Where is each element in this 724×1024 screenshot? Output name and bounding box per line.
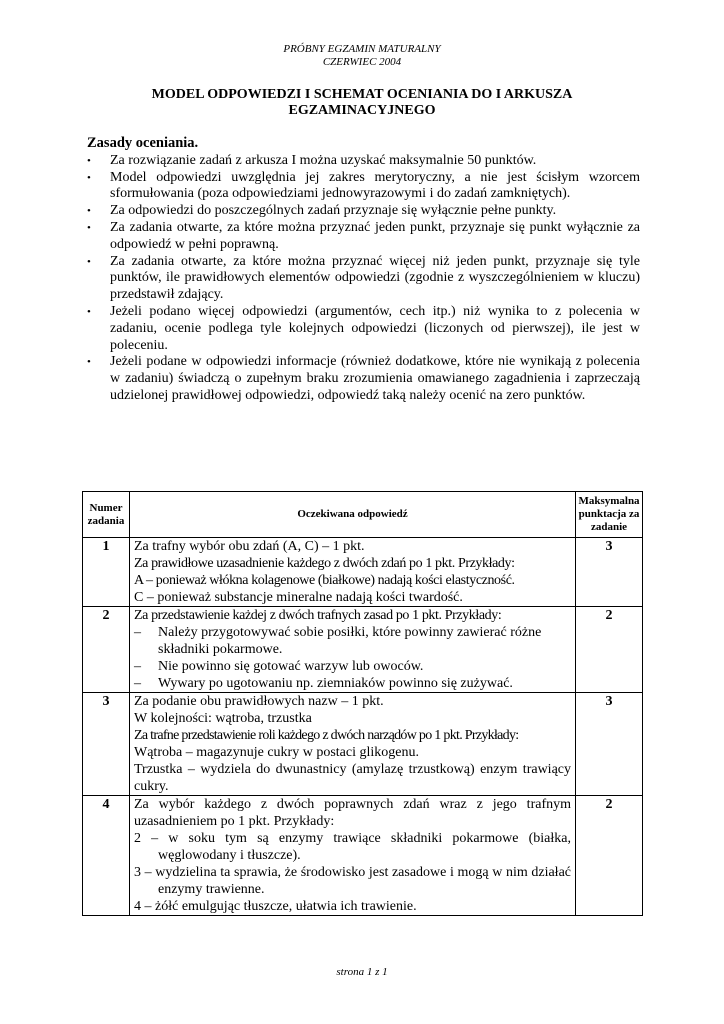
task-number: 3	[83, 693, 130, 796]
answer-example: 2 – w soku tym są enzymy trawiące składniki pokarmowe (białka, węglowodany i tłuszcze).	[134, 831, 571, 863]
grading-rules-list	[87, 153, 640, 405]
task-number: 1	[83, 538, 130, 607]
header-max-points-line2: punktacja za	[578, 508, 640, 520]
task-number: 4	[83, 796, 130, 916]
task-number: 2	[83, 607, 130, 693]
answer-line: Za trafny wybór obu zdań (A, C) – 1 pkt.	[134, 539, 365, 554]
expected-answer	[130, 693, 576, 796]
rule-text: Za rozwiązanie zadań z arkusza I można uzyskać maksymalnie 50 punktów.	[110, 152, 537, 168]
answer-line: W kolejności: wątroba, trzustka	[134, 711, 312, 726]
answer-line: Za trafne przedstawienie roli każdego z dwóch narządów po 1 pkt. Przykłady:	[134, 728, 519, 743]
rule-text: Jeżeli podano więcej odpowiedzi (argumentów, cech itp.) niż wynika to z polecenia w zadaniu, ocenie podlega tyle kolejnych odpowiedzi (liczonych od pierwszej), ile jest w poleceniu.	[110, 303, 640, 353]
table-row	[83, 538, 643, 607]
answer-dash-text: Nie powinno się gotować warzyw lub owoców.	[158, 659, 424, 674]
expected-answer	[130, 607, 576, 693]
answer-line: Wątroba – magazynuje cukry w postaci glikogenu.	[134, 745, 419, 760]
table-row	[83, 607, 643, 693]
rule-item	[87, 203, 640, 220]
answer-dash-item	[134, 675, 571, 692]
expected-answer	[130, 538, 576, 607]
max-points: 3	[576, 538, 643, 607]
rule-text: Jeżeli podane w odpowiedzi informacje (również dodatkowe, które nie wynikają z polecenia w zadaniu) świadczą o zupełnym braku zrozumienia omawianego zagadnienia i zaprzeczają udzielonej prawidłowej odpowiedzi, odpowiedź taką należy ocenić na zero punktów.	[110, 354, 640, 403]
header-max-points-line3: zadanie	[590, 521, 628, 533]
answer-key-table	[82, 491, 643, 916]
table-header-row	[83, 492, 643, 538]
header-task-number	[83, 492, 130, 538]
bullet-icon: •	[87, 255, 91, 268]
rule-item	[87, 254, 640, 304]
rule-text: Za zadania otwarte, za które można przyznać więcej niż jeden punkt, przyznaje się tyle punktów, ile prawidłowych elementów odpowiedzi (zgodnie z wyszczególnieniem w kluczu) przedstawił zdający.	[110, 253, 640, 303]
grading-rules-heading: Zasady oceniania.	[87, 135, 199, 151]
exam-header-line2: CZERWIEC 2004	[322, 56, 402, 68]
dash-icon: –	[134, 625, 141, 640]
answer-example: 3 – wydzielina ta sprawia, że środowisko jest zasadowe i mogą w nim działać enzymy trawienne.	[134, 865, 571, 897]
answer-line: A – ponieważ włókna kolagenowe (białkowe) nadają kości elastyczność.	[134, 573, 515, 588]
table-row	[83, 693, 643, 796]
answer-line: Za przedstawienie każdej z dwóch trafnych zasad po 1 pkt. Przykłady:	[134, 608, 502, 623]
answer-line: Za wybór każdego z dwóch poprawnych zdań wraz z jego trafnym uzasadnieniem po 1 pkt. Przykłady:	[134, 797, 571, 829]
rule-item	[87, 354, 640, 404]
answer-dash-item	[134, 658, 571, 675]
max-points: 3	[576, 693, 643, 796]
table-row	[83, 796, 643, 916]
exam-header-line1: PRÓBNY EGZAMIN MATURALNY	[283, 43, 441, 55]
header-max-points	[576, 492, 643, 538]
grading-rules	[87, 135, 640, 405]
rule-item	[87, 153, 640, 170]
document-title	[0, 87, 724, 119]
page-footer: strona 1 z 1	[336, 966, 388, 978]
rule-item	[87, 304, 640, 354]
answer-dash-item	[134, 624, 571, 658]
header-expected-answer-text: Oczekiwana odpowiedź	[297, 508, 408, 520]
bullet-icon: •	[87, 171, 91, 184]
dash-icon: –	[134, 676, 141, 691]
header-max-points-line1: Maksymalna	[578, 495, 640, 507]
answer-example: 4 – żółć emulgując tłuszcze, ułatwia ich trawienie.	[134, 899, 417, 914]
bullet-icon: •	[87, 205, 91, 218]
document-title-line1: MODEL ODPOWIEDZI I SCHEMAT OCENIANIA DO I ARKUSZA	[151, 87, 573, 102]
bullet-icon: •	[87, 221, 91, 234]
max-points: 2	[576, 607, 643, 693]
answer-line: Za prawidłowe uzasadnienie każdego z dwóch zdań po 1 pkt. Przykłady:	[134, 556, 515, 571]
header-expected-answer	[130, 492, 576, 538]
rule-text: Model odpowiedzi uwzględnia jej zakres merytoryczny, a nie jest ścisłym wzorcem sformułowania (poza odpowiedziami jednowyrazowymi i do zadań zamkniętych).	[110, 169, 640, 202]
header-task-number-line1: Numer	[89, 501, 123, 514]
expected-answer	[130, 796, 576, 916]
answer-dash-text: Wywary po ugotowaniu np. ziemniaków powinno się zużywać.	[158, 676, 513, 691]
rule-item	[87, 170, 640, 204]
answer-line: Trzustka – wydziela do dwunastnicy (amylazę trzustkową) enzym trawiący cukry.	[134, 762, 571, 794]
bullet-icon: •	[87, 356, 91, 369]
bullet-icon: •	[87, 154, 91, 167]
bullet-icon: •	[87, 305, 91, 318]
max-points: 2	[576, 796, 643, 916]
header-task-number-line2: zadania	[87, 514, 125, 527]
rule-item	[87, 220, 640, 254]
answer-line: C – ponieważ substancje mineralne nadają kości twardość.	[134, 590, 463, 605]
dash-icon: –	[134, 659, 141, 674]
rule-text: Za odpowiedzi do poszczególnych zadań przyznaje się wyłącznie pełne punkty.	[110, 203, 557, 219]
document-title-line2: EGZAMINACYJNEGO	[288, 103, 436, 118]
rule-text: Za zadania otwarte, za które można przyznać jeden punkt, przyznaje się punkt wyłącznie za odpowiedź w pełni poprawną.	[110, 219, 640, 252]
answer-dash-text: Należy przygotowywać sobie posiłki, które powinny zawierać różne składniki pokarmowe.	[158, 625, 542, 657]
answer-line: Za podanie obu prawidłowych nazw – 1 pkt.	[134, 694, 384, 709]
